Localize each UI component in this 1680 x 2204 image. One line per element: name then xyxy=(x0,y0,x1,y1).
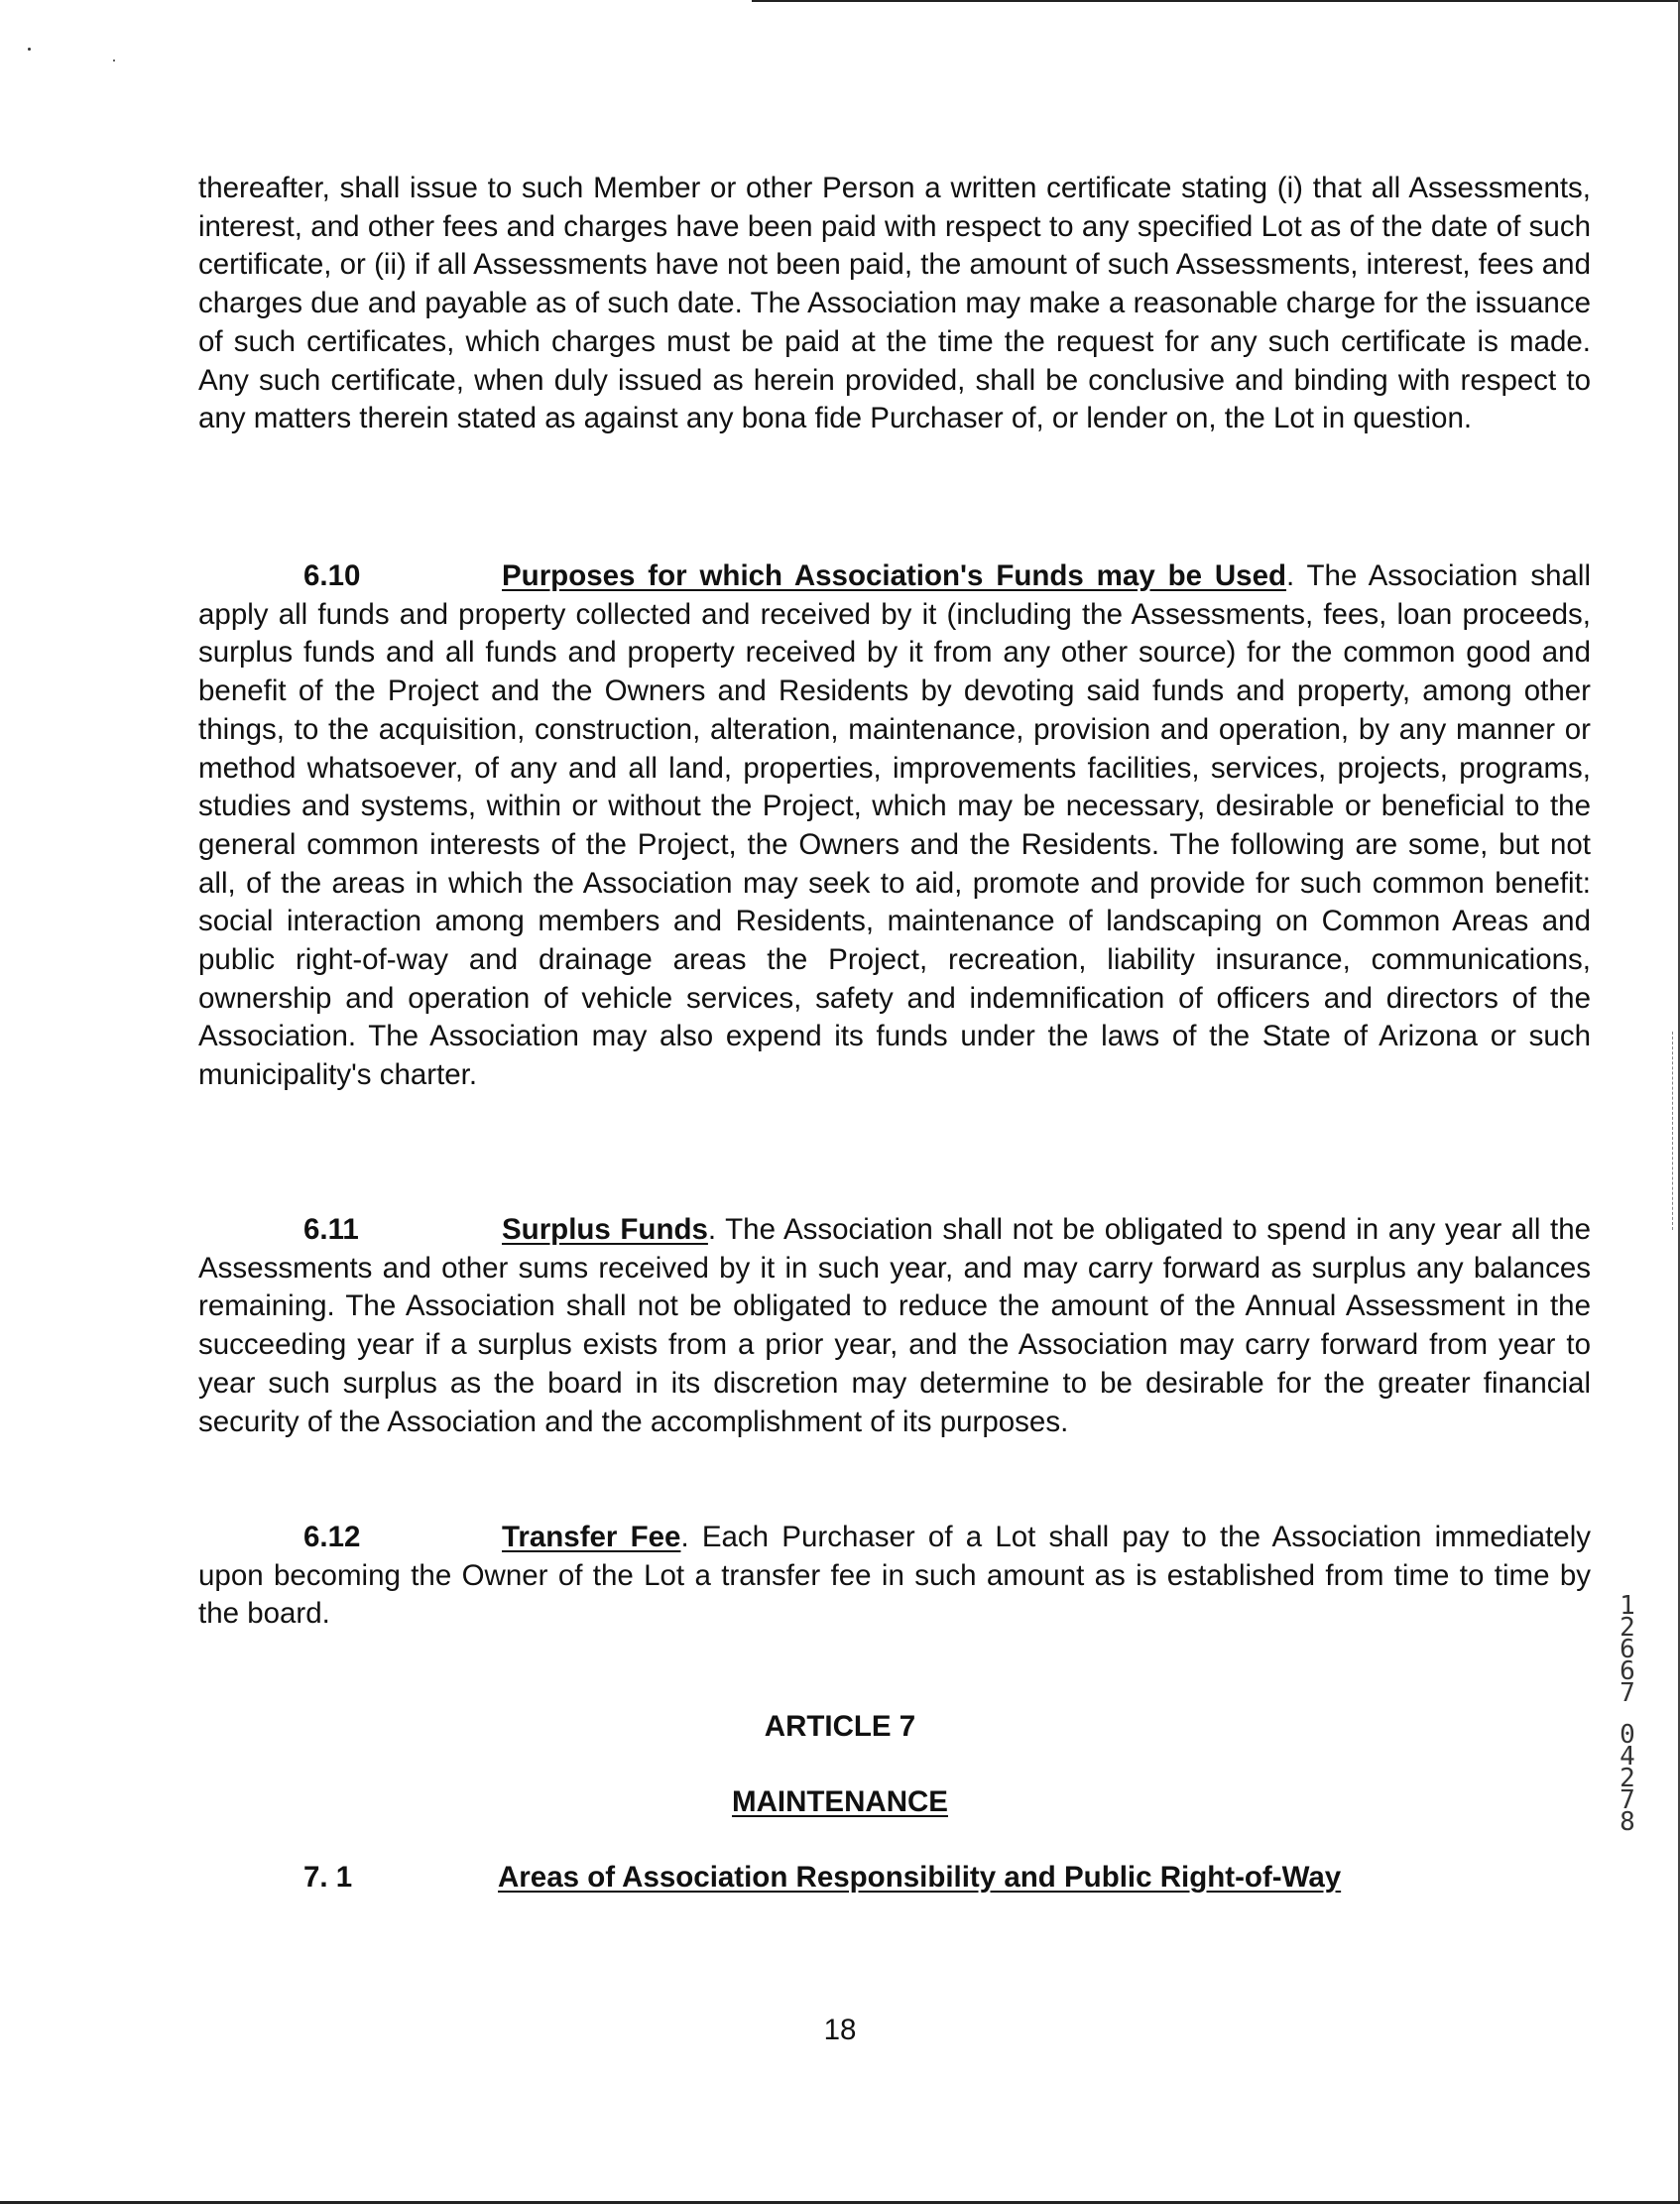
stamp-digit: 7 xyxy=(1620,1678,1635,1708)
stamp-digit: 2 xyxy=(1620,1764,1635,1793)
subsection-7-1 xyxy=(303,1861,1341,1895)
section-number: 6.11 xyxy=(303,1213,359,1246)
stamp-digit: 1 xyxy=(1620,1591,1635,1621)
scan-speck xyxy=(113,60,115,61)
article-title xyxy=(0,1785,1680,1819)
section-6-11 xyxy=(198,1211,1591,1441)
paragraph-intro xyxy=(198,170,1591,438)
section-6-12 xyxy=(198,1519,1591,1634)
section-title: Purposes for which Association's Funds may be Used xyxy=(502,559,1287,592)
section-body: . The Association shall apply all funds and property collected and received by it (including the Assessments, fees, loan proceeds, surplus funds and all funds and property received by it from any other source) for the common good and benefit of the Project and the Owners and Residents by devoting said funds and property, among other things, to the acquisition, construction, alteration, maintenance, provision and operation, by any manner or method whatsoever, of any and all land, properties, improvements facilities, services, projects, programs, studies and systems, within or without the Project, which may be necessary, desirable or beneficial to the general common interests of the Project, the Owners and the Residents. The following are some, but not all, of the areas in which the Association may seek to aid, promote and provide for such common benefit: social interaction among members and Residents, maintenance of landscaping on Common Areas and public right-of-way and drainage areas the Project, recreation, liability insurance, communications, ownership and operation of vehicle services, safety and indemnification of officers and directors of the Association. The Association may also expend its funds under the laws of the State of Arizona or such municipality's charter. xyxy=(198,559,1592,1092)
scan-border-top xyxy=(752,0,1680,2)
stamp-digit: 6 xyxy=(1620,1656,1635,1686)
scan-edge-marks xyxy=(1672,1032,1675,1230)
section-body: . Each Purchaser of a Lot shall pay to the Association immediately upon becoming the Owner of the Lot a transfer fee in such amount as is established from time to time by the board. xyxy=(198,1521,1591,1631)
stamp-digit: 8 xyxy=(1620,1807,1635,1837)
article-title-text: MAINTENANCE xyxy=(732,1785,948,1818)
paragraph-intro-text: thereafter, shall issue to such Member or other Person a written certificate stating (i) that all Assessments, interest, and other fees and charges have been paid with respect to any specified Lot as of the date of such certificate, or (ii) if all Assessments have not been paid, the amount of such Assessments, interest, fees and charges due and payable as of such date. The Association may make a reasonable charge for the issuance of such certificates, which charges must be paid at the time the request for any such certificate is made. Any such certificate, when duly issued as herein provided, shall be conclusive and binding with respect to any matters therein stated as against any bona fide Purchaser of, or lender on, the Lot in question. xyxy=(198,172,1591,435)
stamp-digit: 6 xyxy=(1620,1635,1635,1664)
stamp-digit: 4 xyxy=(1620,1742,1635,1772)
section-body: . The Association shall not be obligated to spend in any year all the Assessments and other sums received by it in such year, and may carry forward as surplus any balances remaining. The Association shall not be obligated to reduce the amount of the Annual Assessment in the succeeding year if a surplus exists from a prior year, and the Association may carry forward from year to year such surplus as the board in its discretion may determine to be desirable for the greater financial security of the Association and the accomplishment of its purposes. xyxy=(198,1213,1592,1438)
article-heading: ARTICLE 7 xyxy=(764,1710,916,1743)
stamp-digit: 2 xyxy=(1620,1613,1635,1643)
stamp-digit: 0 xyxy=(1620,1720,1635,1750)
side-recording-stamp xyxy=(1611,1591,1644,1837)
subsection-number: 7. 1 xyxy=(303,1861,353,1894)
stamp-digit: 7 xyxy=(1620,1785,1635,1815)
scan-speck xyxy=(28,48,31,51)
page-number: 18 xyxy=(823,2014,857,2046)
section-title: Surplus Funds xyxy=(502,1213,708,1246)
section-number: 6.12 xyxy=(303,1521,361,1553)
section-title: Transfer Fee xyxy=(502,1521,681,1553)
section-number: 6.10 xyxy=(303,559,361,592)
section-6-10 xyxy=(198,557,1591,1095)
subsection-title: Areas of Association Responsibility and Public Right-of-Way xyxy=(498,1861,1342,1894)
